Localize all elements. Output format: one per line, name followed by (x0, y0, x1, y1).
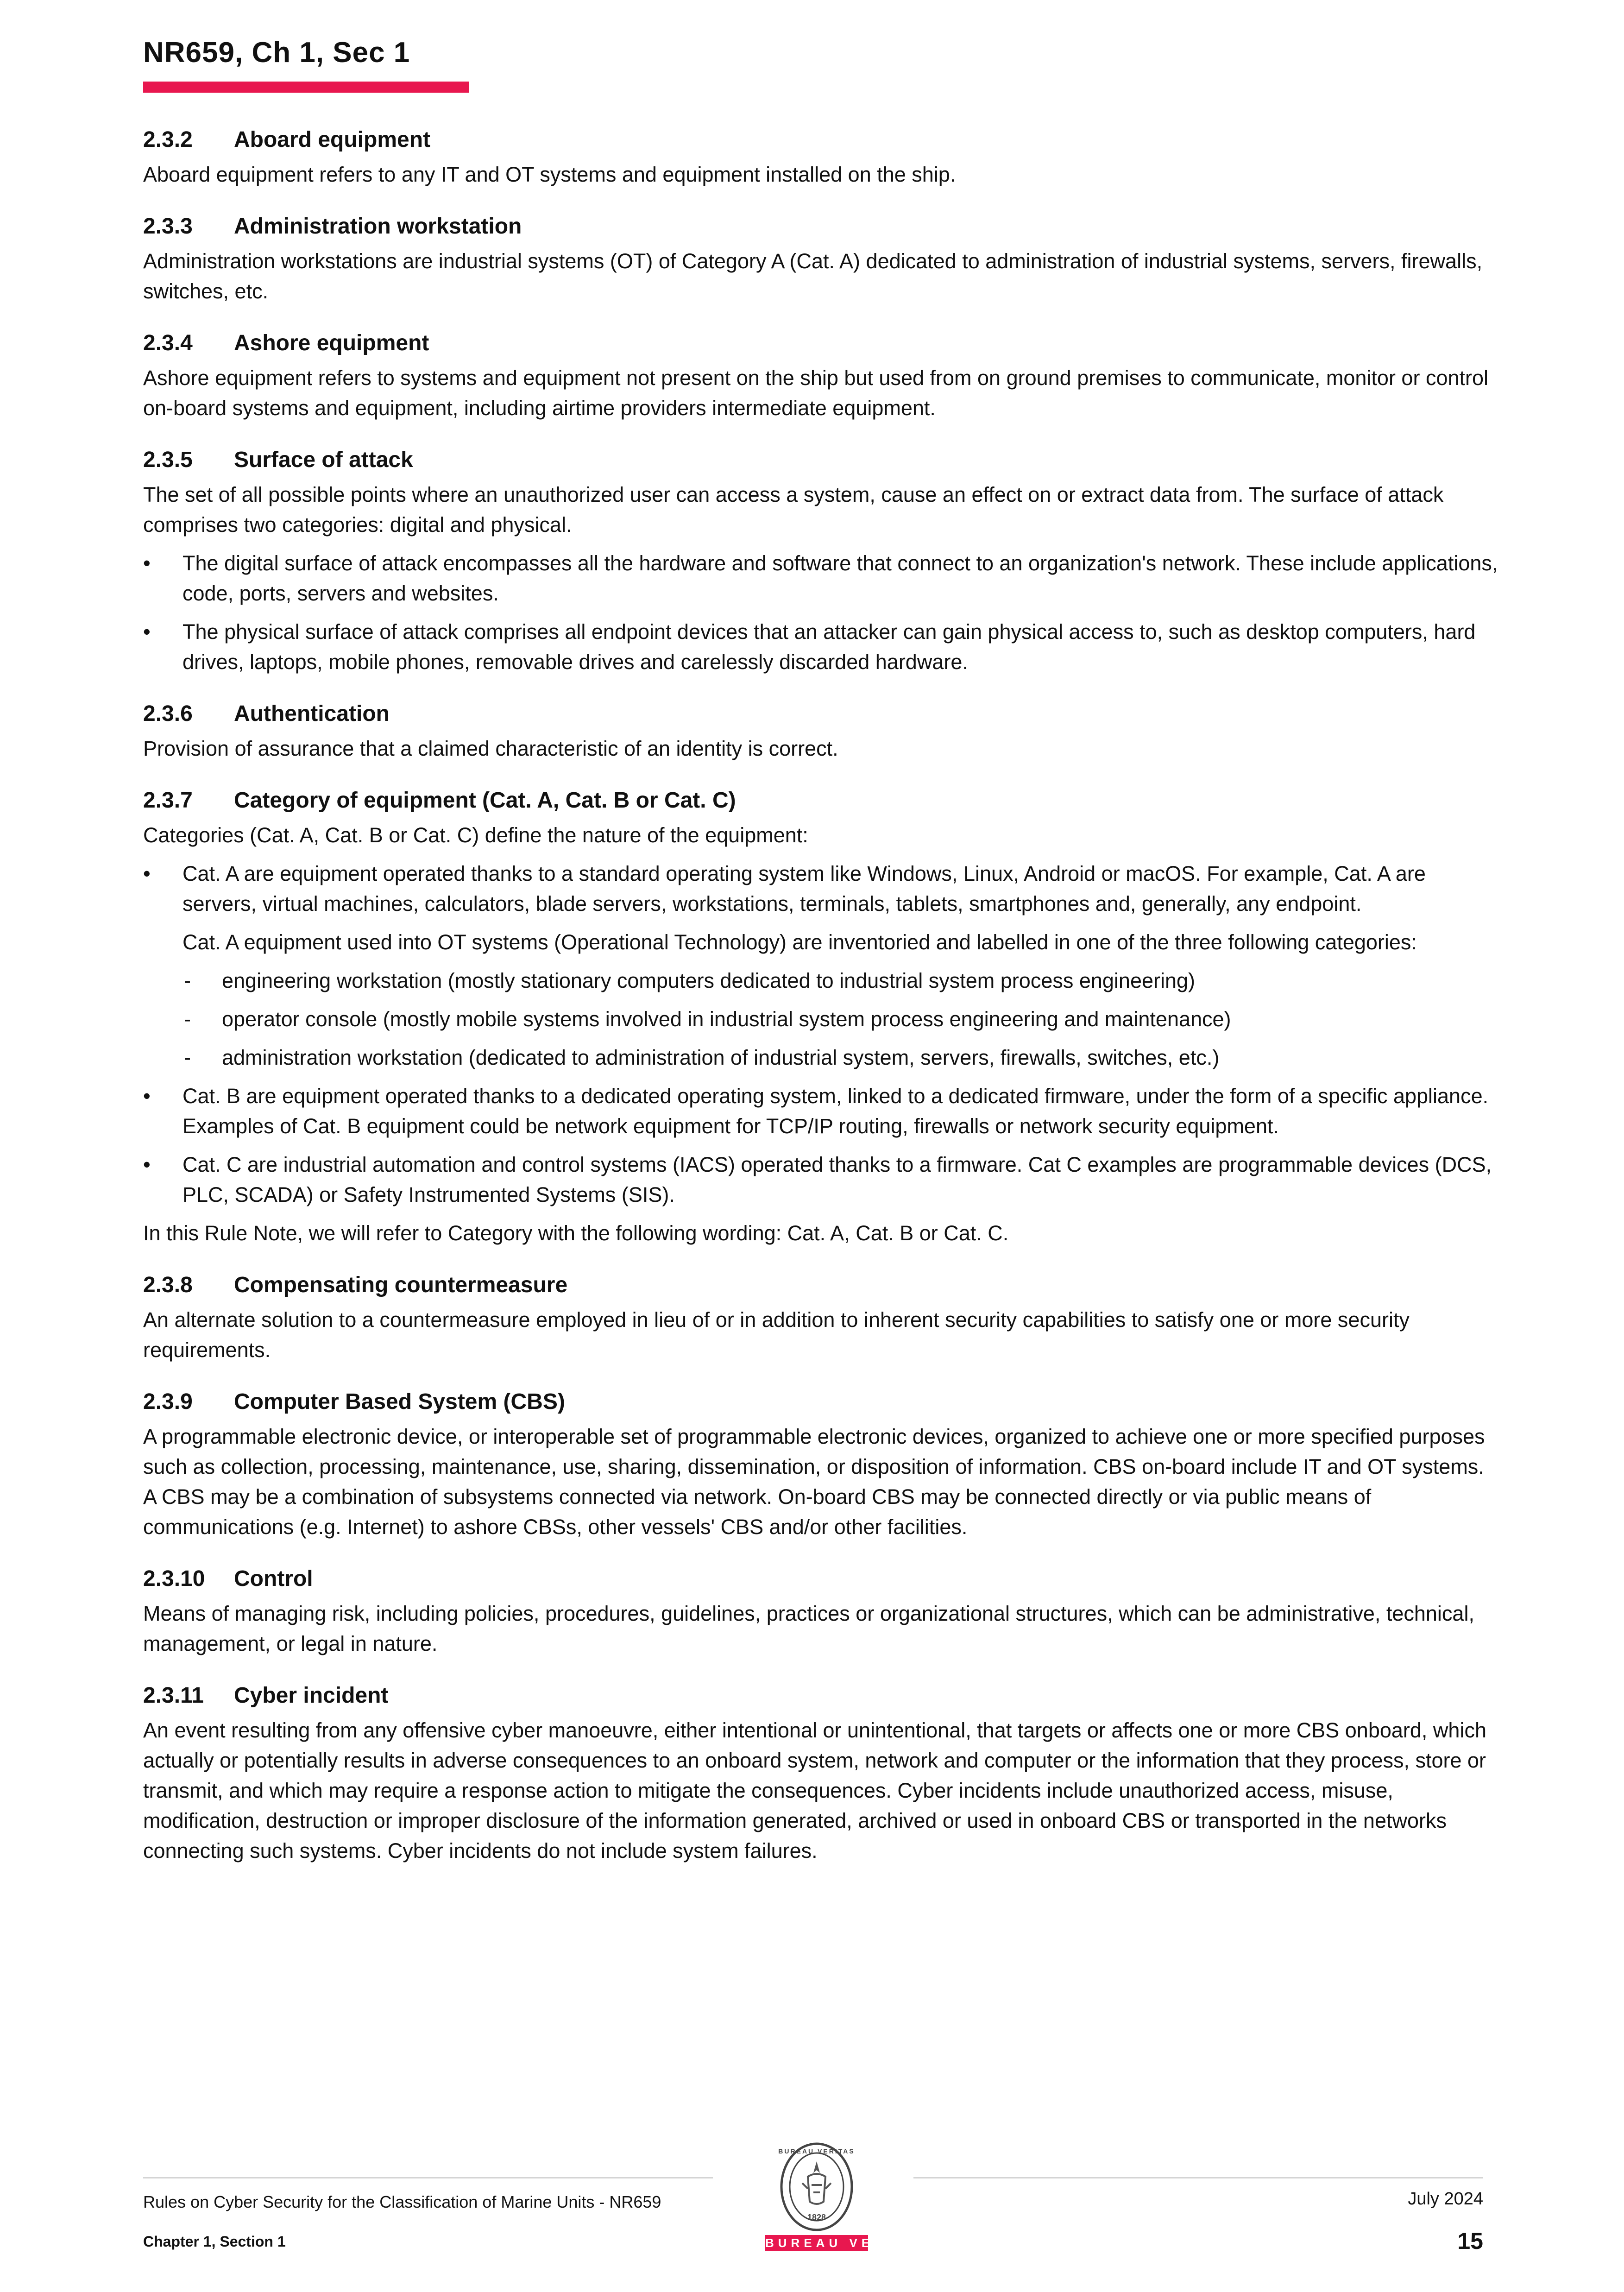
main-content (143, 126, 1500, 1889)
bullet-icon: • (143, 1153, 151, 1176)
section-title: Surface of attack (234, 448, 413, 472)
section-heading (143, 1565, 1500, 1593)
section-2-3-9 (143, 1388, 1500, 1542)
page-number: 15 (1457, 2228, 1483, 2254)
svg-text:1828: 1828 (807, 2213, 826, 2222)
dash-item (143, 1004, 1500, 1034)
logo-seal-icon (765, 2140, 868, 2233)
dash-text: engineering workstation (mostly stationary computers dedicated to industrial system process engineering) (222, 969, 1196, 992)
dash-icon: - (184, 1007, 191, 1031)
paragraph: Categories (Cat. A, Cat. B or Cat. C) define the nature of the equipment: (143, 823, 808, 847)
bullet-text: Cat. C are industrial automation and control systems (IACS) operated thanks to a firmware. Cat C examples are programmable devices (DCS, PLC, SCADA) or Safety Instrumented Systems (SIS). (183, 1153, 1492, 1206)
bullet-item (143, 617, 1500, 677)
paragraph: An alternate solution to a countermeasure employed in lieu of or in addition to inherent security capabilities to satisfy one or more security requirements. (143, 1308, 1410, 1362)
bullet-text: Cat. A are equipment operated thanks to a standard operating system like Windows, Linux, Android or macOS. For example, Cat. A are servers, virtual machines, calculators, blade servers, workstations, terminals, tablets, smartphones and, generally, any endpoint. (183, 862, 1426, 916)
paragraph: A programmable electronic device, or interoperable set of programmable electronic devices, organized to achieve one or more specified purposes such as collection, processing, maintenance, use, sharing, dissemination, or disposition of information. CBS on-board include IT and OT systems. A CBS may be a combination of subsystems connected via network. On-board CBS may be connected directly or via public means of communications (e.g. Internet) to ashore CBSs, other vessels' CBS and/or other facilities. (143, 1425, 1485, 1539)
section-2-3-4 (143, 329, 1500, 423)
section-heading (143, 213, 1500, 240)
section-2-3-5 (143, 446, 1500, 677)
section-title: Ashore equipment (234, 331, 429, 355)
section-2-3-6 (143, 700, 1500, 764)
bullet-item (143, 548, 1500, 608)
section-heading (143, 329, 1500, 357)
footer-divider-left (143, 2177, 713, 2178)
section-title: Aboard equipment (234, 127, 431, 152)
section-heading (143, 446, 1500, 474)
section-number: 2.3.2 (143, 127, 193, 152)
dash-icon: - (184, 1046, 191, 1069)
section-title: Administration workstation (234, 214, 522, 239)
footer-document-title: Rules on Cyber Security for the Classification of Marine Units - NR659 (143, 2192, 661, 2211)
section-heading (143, 1271, 1500, 1299)
header-accent-bar (143, 82, 469, 93)
bureau-veritas-logo (765, 2140, 930, 2251)
section-title: Category of equipment (Cat. A, Cat. B or Cat. C) (234, 788, 736, 813)
section-heading (143, 1388, 1500, 1416)
svg-text:BUREAU VERITAS: BUREAU VERITAS (778, 2147, 855, 2155)
section-number: 2.3.7 (143, 788, 193, 813)
section-number: 2.3.4 (143, 331, 193, 355)
paragraph: An event resulting from any offensive cyber manoeuvre, either intentional or unintentional, that targets or affects one or more CBS onboard, which actually or potentially results in adverse consequences to an onboard system, network and computer or the information that they process, store or transmit, and which may require a response action to mitigate the consequences. Cyber incidents include unauthorized access, misuse, modification, destruction or improper disclosure of the information generated, archived or used in onboard CBS or transported in the networks connecting such systems. Cyber incidents do not include system failures. (143, 1718, 1486, 1863)
section-number: 2.3.11 (143, 1683, 204, 1708)
dash-icon: - (184, 969, 191, 992)
footer-divider-right (913, 2177, 1483, 2178)
document-reference: NR659, Ch 1, Sec 1 (143, 37, 410, 69)
bullet-item (143, 1149, 1500, 1210)
section-2-3-10 (143, 1565, 1500, 1659)
section-2-3-11 (143, 1682, 1500, 1866)
section-number: 2.3.9 (143, 1389, 193, 1414)
paragraph: Aboard equipment refers to any IT and OT systems and equipment installed on the ship. (143, 163, 956, 186)
bullet-icon: • (143, 620, 151, 644)
section-title: Compensating countermeasure (234, 1273, 568, 1297)
section-number: 2.3.6 (143, 701, 193, 726)
section-number: 2.3.10 (143, 1566, 205, 1591)
bullet-text: The physical surface of attack comprises all endpoint devices that an attacker can gain physical access to, such as desktop computers, hard drives, laptops, mobile phones, removable drives and carelessly discarded hardware. (183, 620, 1476, 674)
bullet-icon: • (143, 1084, 151, 1108)
paragraph: The set of all possible points where an unauthorized user can access a system, cause an effect on or extract data from. The surface of attack comprises two categories: digital and physical. (143, 483, 1444, 537)
section-title: Computer Based System (CBS) (234, 1389, 565, 1414)
section-number: 2.3.8 (143, 1273, 193, 1297)
dash-text: operator console (mostly mobile systems involved in industrial system process engineering and maintenance) (222, 1007, 1231, 1031)
section-title: Authentication (234, 701, 390, 726)
dash-text: administration workstation (dedicated to administration of industrial system, servers, firewalls, switches, etc.) (222, 1046, 1220, 1069)
section-heading (143, 126, 1500, 154)
section-title: Control (234, 1566, 313, 1591)
section-title: Cyber incident (234, 1683, 389, 1708)
section-heading (143, 700, 1500, 728)
section-number: 2.3.5 (143, 448, 193, 472)
section-heading (143, 787, 1500, 815)
paragraph: Means of managing risk, including policies, procedures, guidelines, practices or organizational structures, which can be administrative, technical, management, or legal in nature. (143, 1602, 1474, 1655)
bullet-item (143, 859, 1500, 919)
dash-item (143, 1042, 1500, 1073)
section-number: 2.3.3 (143, 214, 193, 239)
paragraph: Ashore equipment refers to systems and equipment not present on the ship but used from on ground premises to communicate, monitor or control on-board systems and equipment, including airtime providers intermediate equipment. (143, 366, 1489, 420)
footer-chapter: Chapter 1, Section 1 (143, 2233, 286, 2250)
section-2-3-8 (143, 1271, 1500, 1365)
section-2-3-2 (143, 126, 1500, 189)
section-2-3-3 (143, 213, 1500, 306)
paragraph: In this Rule Note, we will refer to Category with the following wording: Cat. A, Cat. B or Cat. C. (143, 1221, 1009, 1245)
dash-item (143, 966, 1500, 996)
section-heading (143, 1682, 1500, 1710)
paragraph: Provision of assurance that a claimed characteristic of an identity is correct. (143, 737, 838, 760)
bullet-item (143, 1081, 1500, 1141)
indented-paragraph: Cat. A equipment used into OT systems (Operational Technology) are inventoried and labelled in one of the three following categories: (183, 930, 1417, 954)
paragraph: Administration workstations are industrial systems (OT) of Category A (Cat. A) dedicated to administration of industrial systems, servers, firewalls, switches, etc. (143, 249, 1483, 303)
footer-date: July 2024 (1408, 2189, 1483, 2209)
bullet-icon: • (143, 551, 151, 575)
bullet-text: Cat. B are equipment operated thanks to a dedicated operating system, linked to a dedicated firmware, under the form of a specific appliance. Examples of Cat. B equipment could be network equipment for TCP/IP routing, firewalls or network security equipment. (183, 1084, 1489, 1138)
bullet-icon: • (143, 862, 151, 885)
section-2-3-7 (143, 787, 1500, 1248)
logo-band: BUREAU VERITAS (765, 2236, 930, 2250)
bullet-text: The digital surface of attack encompasses all the hardware and software that connect to an organization's network. These include applications, code, ports, servers and websites. (183, 551, 1498, 605)
